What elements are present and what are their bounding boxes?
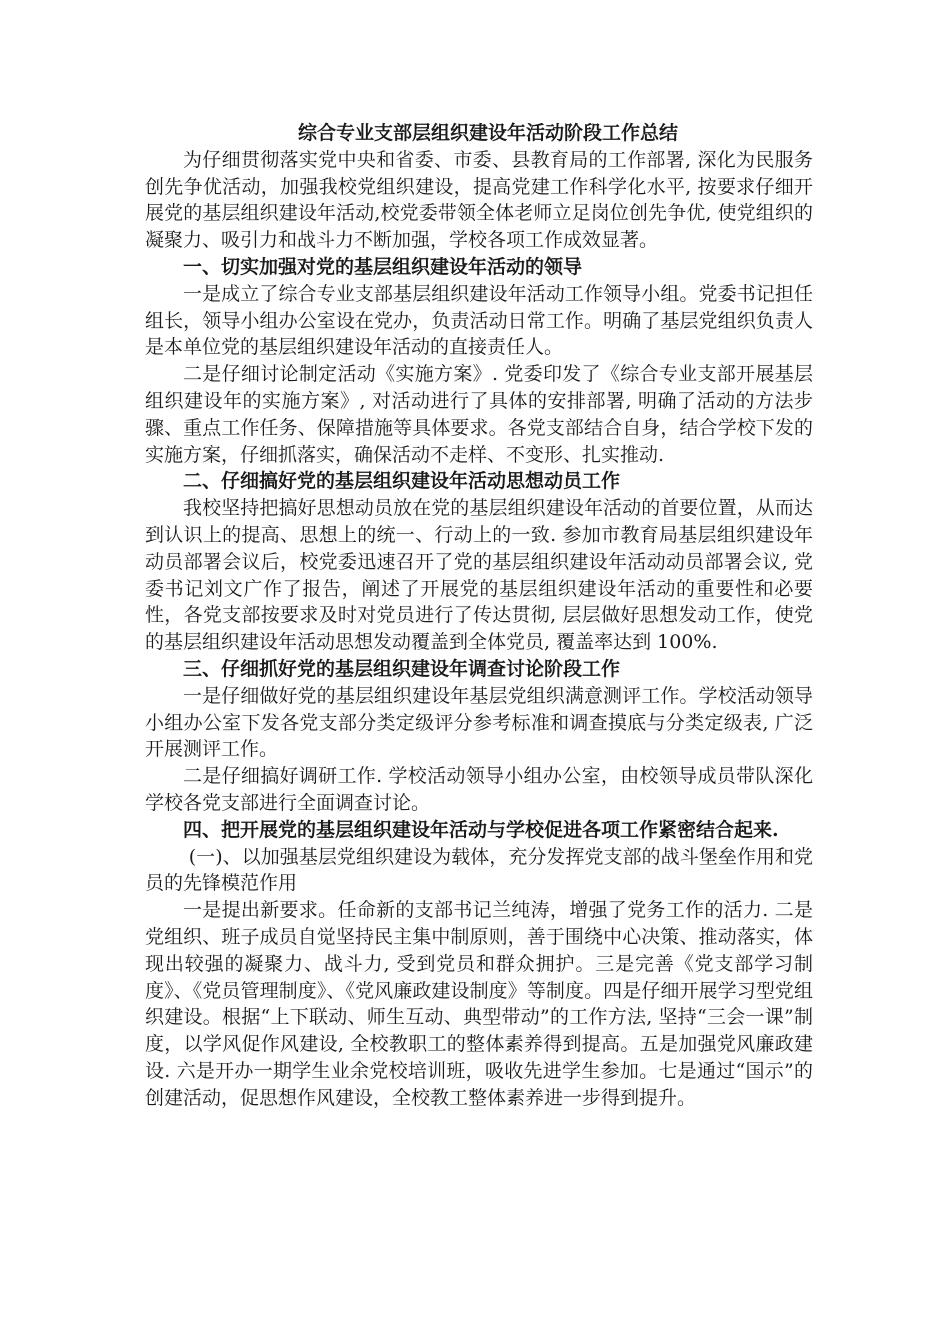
section-heading-3: 三、仔细抓好党的基层组织建设年调查讨论阶段工作 (183, 657, 621, 680)
document-title: 综合专业支部层组织建设年活动阶段工作总结 (297, 122, 678, 144)
section2-paragraph: 我校坚持把搞好思想动员放在党的基层组织建设年活动的首要位置，从而达到认识上的提高、思想上的统一、行动上的一致. 参加市教育局基层组织建设年动员部署会议后，校党委迅速召开了党的基层组织建设年活动动员部署会议, 党委书记刘文广作了报告，阐述了开展党的基层组织建设年活动的重要性和必要性，各党支部按要求及时对党员进行了传达贯彻, 层层做好思想发动工作，使党的基层组织建设年活动思想发动覆盖到全体党员, 覆盖率达到 100%. (145, 497, 813, 654)
section4-paragraph: 一是提出新要求。任命新的支部书记兰纯涛，增强了党务工作的活力. 二是党组织、班子成员自觉坚持民主集中制原则，善于围绕中心决策、推动落实，体现出较强的凝聚力、战斗力, 受到党员和群众拥护。三是完善《党支部学习制度》、《党员管理制度》、《党风廉政建设制度》等制度。四是仔细开展学习型党组织建设。根据“上下联动、师生互动、典型带动”的工作方法, 坚持“三会一课”制度，以学风促作风建设, 全校教职工的整体素养得到提高。五是加强党风廉政建设. 六是开办一期学生业余党校培训班，吸收先进学生参加。七是通过“国示”的创建活动，促思想作风建设，全校教工整体素养进一步得到提升。 (145, 899, 813, 1109)
section3-paragraph: 二是仔细搞好调研工作. 学校活动领导小组办公室，由校领导成员带队深化学校各党支部进行全面调查讨论。 (145, 765, 813, 814)
section-heading-2: 二、仔细搞好党的基层组织建设年活动思想动员工作 (183, 470, 621, 493)
section1-paragraph: 二是仔细讨论制定活动《实施方案》. 党委印发了《综合专业支部开展基层组织建设年的实施方案》, 对活动进行了具体的安排部署, 明确了活动的方法步骤、重点工作任务、保障措施等具体要求。各党支部结合自身，结合学校下发的实施方案，仔细抓落实，确保活动不走样、不变形、扎实推动. (145, 363, 813, 466)
section3-paragraph: 一是仔细做好党的基层组织建设年基层党组织满意测评工作。学校活动领导小组办公室下发各党支部分类定级评分参考标准和调查摸底与分类定级表, 广泛开展测评工作。 (145, 684, 813, 761)
section4-subheading: (一)、以加强基层党组织建设为载体，充分发挥党支部的战斗堡垒作用和党员的先锋模范作用 (145, 845, 813, 895)
document-body (145, 120, 813, 1111)
section-heading-4: 四、把开展党的基层组织建设年活动与学校促进各项工作紧密结合起来. (183, 818, 779, 841)
section-heading-1: 一、切实加强对党的基层组织建设年活动的领导 (183, 255, 583, 278)
intro-paragraph: 为仔细贯彻落实党中央和省委、市委、县教育局的工作部署, 深化为民服务创先争优活动，加强我校党组织建设，提高党建工作科学化水平, 按要求仔细开展党的基层组织建设年活动,校党委带领全体老师立足岗位创先争优, 使党组织的凝聚力、吸引力和战斗力不断加强，学校各项工作成效显著。 (145, 148, 813, 252)
section1-paragraph: 一是成立了综合专业支部基层组织建设年活动工作领导小组。党委书记担任组长，领导小组办公室设在党办，负责活动日常工作。明确了基层党组织负责人是本单位党的基层组织建设年活动的直接责任人。 (145, 282, 813, 359)
